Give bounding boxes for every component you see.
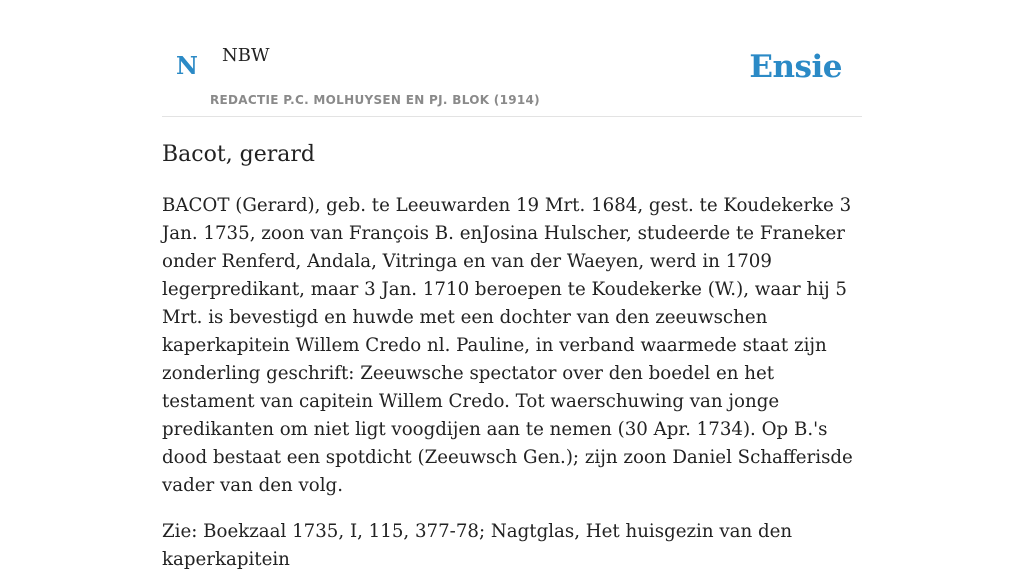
source-subtitle: REDACTIE P.C. MOLHUYSEN EN PJ. BLOK (1914) <box>210 93 540 107</box>
article-title: Bacot, gerard <box>162 142 316 167</box>
source-logo[interactable]: N <box>176 51 198 80</box>
source-header <box>162 0 862 117</box>
article <box>162 140 872 574</box>
article-paragraph: BACOT (Gerard), geb. te Leeuwarden 19 Mrt. 1684, gest. te Koudekerke 3 Jan. 1735, zoon van François B. enJosina Hulscher, studeerde te Franeker onder Renferd, Andala, Vitringa en van der Waeyen, werd in 1709 legerpredikant, maar 3 Jan. 1710 beroepen te Koudekerke (W.), waar hij 5 Mrt. is bevestigd en huwde met een dochter van den zeeuwschen kaperkapitein Willem Credo nl. Pauline, in verband waarmede staat zijn zonderling geschrift: Zeeuwsche spectator over den boedel en het testament van capitein Willem Credo. Tot waerschuwing van jonge predikanten om niet ligt voogdijen aan te nemen (30 Apr. 1734). Op B.'s dood bestaat een spotdicht (Zeeuwsch Gen.); zijn zoon Daniel Schafferisde vader van den volg. <box>162 195 853 496</box>
article-references: Zie: Boekzaal 1735, I, 115, 377-78; Nagtglas, Het huisgezin van den kaperkapitein <box>162 521 793 570</box>
brand-logo[interactable]: Ensie <box>749 49 842 85</box>
source-name[interactable]: NBW <box>222 45 270 66</box>
